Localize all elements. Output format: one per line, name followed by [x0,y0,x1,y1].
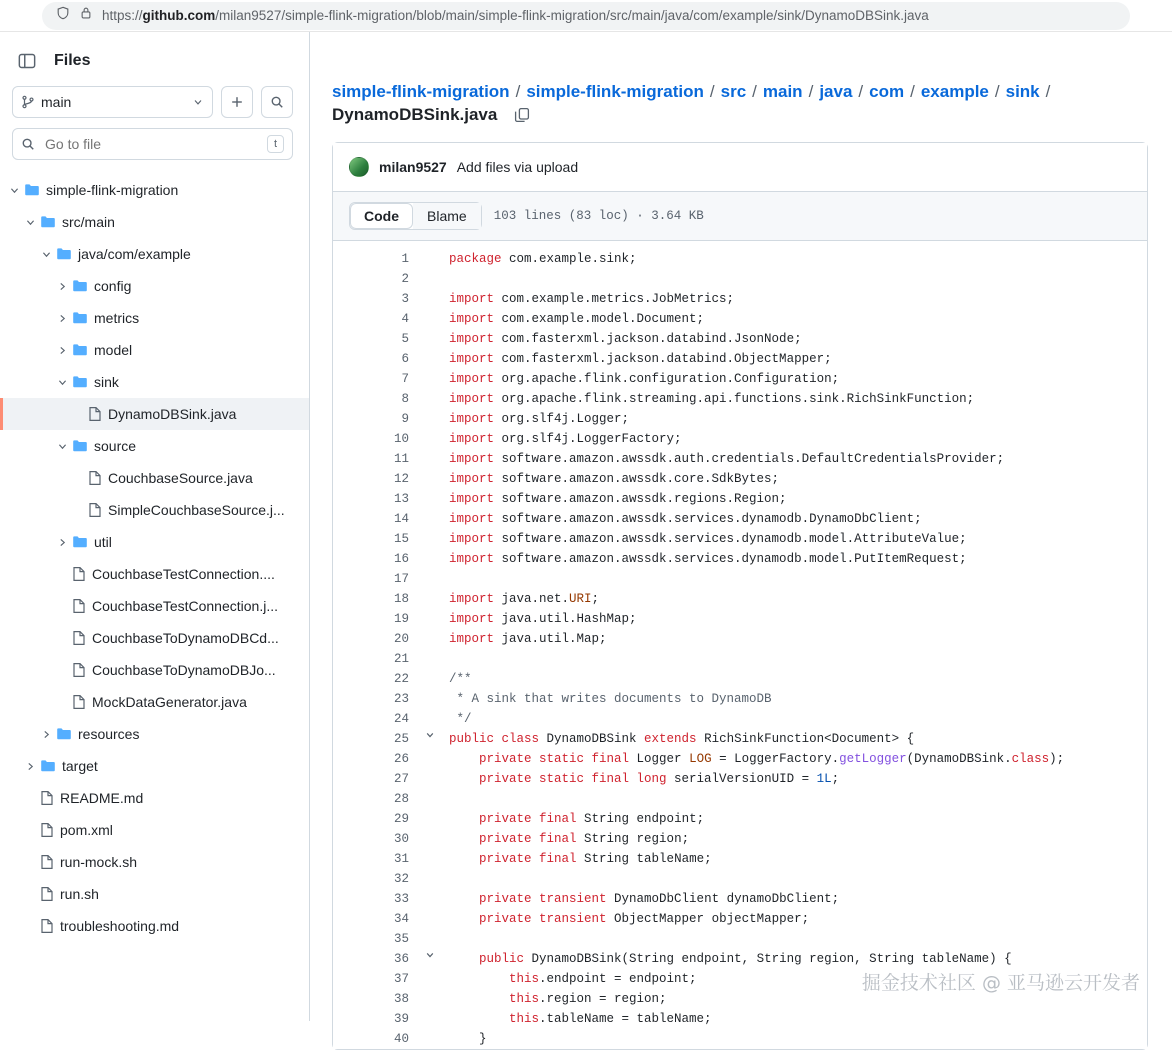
line-number[interactable]: 38 [393,992,409,1006]
code-line: import software.amazon.awssdk.auth.credentials.DefaultCredentialsProvider; [449,452,1005,466]
line-number[interactable]: 13 [393,492,409,506]
tree-item-label: SimpleCouchbaseSource.j... [108,502,285,518]
tree-item-couchbasesource-java[interactable] [0,462,309,494]
search-files-button[interactable] [261,86,293,118]
folder-icon [72,374,88,390]
tree-item-simplecouchbasesource-j[interactable] [0,494,309,526]
browser-toolbar [0,0,1172,32]
line-number[interactable]: 7 [401,372,409,386]
line-number[interactable]: 28 [393,792,409,806]
tree-item-mockdatagenerator-java[interactable] [0,686,309,718]
line-number[interactable]: 29 [393,812,409,826]
breadcrumb-separator: / [808,82,814,101]
tree-item-label: CouchbaseTestConnection.j... [92,598,278,614]
code-line: import org.apache.flink.streaming.api.functions.sink.RichSinkFunction; [449,392,975,406]
breadcrumb-current-file: DynamoDBSink.java [332,105,498,124]
address-bar[interactable] [42,2,1130,30]
code-line [449,789,1147,809]
code-line [449,269,1147,289]
tree-item-label: pom.xml [60,822,113,838]
code-line: } [449,1032,487,1046]
file-icon [72,598,86,614]
line-number[interactable]: 36 [333,949,419,969]
folder-icon [40,758,56,774]
code-line: private static final long serialVersionUID = 1L; [479,772,840,786]
code-line: import software.amazon.awssdk.services.dynamodb.model.PutItemRequest; [449,552,967,566]
line-number[interactable]: 31 [393,852,409,866]
tree-indent-spacer [70,406,86,422]
code-line: import com.fasterxml.jackson.databind.JsonNode; [449,332,802,346]
go-to-file-row [0,118,309,168]
line-number[interactable]: 39 [393,1012,409,1026]
tree-item-src-main[interactable] [0,206,309,238]
file-card [332,142,1148,1050]
tree-item-model[interactable] [0,334,309,366]
tree-item-util[interactable] [0,526,309,558]
breadcrumb [310,32,1172,142]
files-title: Files [54,52,91,69]
code-line: package com.example.sink; [449,252,637,266]
breadcrumb-separator: / [910,82,915,101]
chevron-down-icon [54,374,70,390]
tree-item-label: target [62,758,98,774]
chevron-right-icon [54,534,70,550]
line-number[interactable]: 26 [393,752,409,766]
tree-item-resources[interactable] [0,718,309,750]
file-tree-sidebar [0,32,310,1021]
branch-row [0,86,309,118]
branch-selector[interactable] [12,86,213,118]
tree-item-pom-xml[interactable] [0,814,309,846]
line-number[interactable]: 32 [393,872,409,886]
code-line: import software.amazon.awssdk.services.dynamodb.model.AttributeValue; [449,532,967,546]
code-line: private transient ObjectMapper objectMapper; [479,912,810,926]
line-number[interactable]: 10 [393,432,409,446]
chevron-down-icon [192,96,204,108]
tree-item-source[interactable] [0,430,309,462]
breadcrumb-link-1[interactable]: simple-flink-migration [526,82,704,101]
folder-icon [40,214,56,230]
file-icon [72,662,86,678]
add-file-button[interactable] [221,86,253,118]
breadcrumb-separator: / [1045,82,1051,101]
branch-name: main [41,94,72,110]
code-line: private final String endpoint; [479,812,705,826]
code-line: import org.slf4j.Logger; [449,412,630,426]
line-number[interactable]: 35 [393,932,409,946]
line-number[interactable]: 27 [393,772,409,786]
code-line: this.endpoint = endpoint; [509,972,697,986]
tree-indent-spacer [22,790,38,806]
url-text: https://github.com/milan9527/simple-flink-migration/blob/main/simple-flink-migration/src/main/java/com/example/sink/DynamoDBSink.java [102,8,929,23]
line-number[interactable]: 14 [393,512,409,526]
code-line: import com.example.metrics.JobMetrics; [449,292,735,306]
line-number[interactable]: 2 [401,272,409,286]
tree-indent-spacer [54,662,70,678]
code-line: private static final Logger LOG = LoggerFactory.getLogger(DynamoDBSink.class); [479,752,1065,766]
chevron-down-icon [6,182,22,198]
breadcrumb-separator: / [994,82,1000,101]
file-meta: 103 lines (83 loc) · 3.64 KB [493,209,704,223]
chevron-down-icon [54,438,70,454]
chevron-down-icon [22,214,38,230]
folder-icon [72,342,88,358]
file-tree [0,168,309,942]
code-line: public DynamoDBSink(String endpoint, String region, String tableName) { [479,952,1012,966]
go-to-file-box[interactable] [12,128,293,160]
tree-item-sink[interactable] [0,366,309,398]
tree-item-target[interactable] [0,750,309,782]
chevron-right-icon [38,726,54,742]
file-icon [88,470,102,486]
line-number[interactable]: 25 [333,729,419,749]
tree-item-label: src/main [62,214,115,230]
code-line: import java.util.HashMap; [449,612,637,626]
tree-item-label: run-mock.sh [60,854,138,870]
line-number[interactable]: 16 [393,552,409,566]
tree-indent-spacer [22,822,38,838]
code-line: import software.amazon.awssdk.regions.Region; [449,492,787,506]
folder-icon [72,438,88,454]
code-lines[interactable] [419,241,1147,1049]
files-header [0,32,309,86]
tree-item-couchbasetestconnection[interactable] [0,558,309,590]
line-number[interactable]: 3 [401,292,409,306]
tree-indent-spacer [54,694,70,710]
breadcrumb-link-2[interactable]: src [720,82,747,101]
code-line: import java.util.Map; [449,632,607,646]
tree-item-label: MockDataGenerator.java [92,694,247,710]
chevron-right-icon [54,310,70,326]
tree-item-readme-md[interactable] [0,782,309,814]
code-line: import com.example.model.Document; [449,312,705,326]
tree-indent-spacer [54,598,70,614]
line-number[interactable]: 5 [401,332,409,346]
code-line: import java.net.URI; [449,592,600,606]
go-to-file-shortcut: t [267,135,284,153]
line-number[interactable]: 21 [393,652,409,666]
breadcrumb-link-3[interactable]: main [762,82,803,101]
code-line: import software.amazon.awssdk.services.dynamodb.DynamoDbClient; [449,512,922,526]
avatar [349,157,369,177]
folder-icon [72,310,88,326]
file-icon [88,406,102,422]
tree-item-couchbasetodynamodbjo[interactable] [0,654,309,686]
fold-toggle-icon[interactable] [421,729,435,749]
code-line: this.tableName = tableName; [509,1012,712,1026]
search-icon [21,137,35,151]
breadcrumb-separator: / [709,82,715,101]
tree-item-label: sink [94,374,119,390]
branch-icon [21,95,35,109]
chevron-right-icon [22,758,38,774]
line-number[interactable]: 6 [401,352,409,366]
code-line: */ [449,712,472,726]
breadcrumb-link-4[interactable]: java [819,82,853,101]
tree-item-label: metrics [94,310,140,326]
tree-indent-spacer [22,918,38,934]
code-toolbar [333,192,1147,241]
tree-item-couchbasetodynamodbcd[interactable] [0,622,309,654]
file-icon [40,854,54,870]
tree-item-label: simple-flink-migration [46,182,179,198]
line-number[interactable]: 30 [393,832,409,846]
tree-item-label: source [94,438,137,454]
file-icon [40,918,54,934]
chevron-right-icon [54,342,70,358]
code-line [449,649,1147,669]
tree-item-config[interactable] [0,270,309,302]
tree-item-label: run.sh [60,886,99,902]
tree-item-run-mock-sh[interactable] [0,846,309,878]
line-number[interactable]: 11 [393,452,409,466]
line-number[interactable]: 12 [393,472,409,486]
tree-item-label: DynamoDBSink.java [108,406,237,422]
code-line: private final String region; [479,832,690,846]
breadcrumb-link-6[interactable]: example [920,82,989,101]
line-number[interactable]: 33 [393,892,409,906]
tree-item-label: util [94,534,112,550]
copy-path-icon[interactable] [509,102,535,128]
line-number[interactable]: 1 [401,252,409,266]
code-line: import org.slf4j.LoggerFactory; [449,432,682,446]
tree-indent-spacer [22,854,38,870]
line-number[interactable]: 24 [393,712,409,726]
tree-item-label: resources [78,726,140,742]
code-line: this.region = region; [509,992,667,1006]
code-line: /** [449,672,472,686]
folder-icon [24,182,40,198]
code-line: import software.amazon.awssdk.core.SdkBytes; [449,472,780,486]
line-number[interactable]: 18 [393,592,409,606]
line-number[interactable]: 17 [393,572,409,586]
tree-item-label: CouchbaseTestConnection.... [92,566,275,582]
folder-icon [72,534,88,550]
line-number[interactable]: 9 [401,412,409,426]
chevron-down-icon [38,246,54,262]
tree-item-label: CouchbaseToDynamoDBCd... [92,630,279,646]
tree-item-label: config [94,278,132,294]
code-line: import org.apache.flink.configuration.Configuration; [449,372,840,386]
code-line: public class DynamoDBSink extends RichSinkFunction<Document> { [449,732,915,746]
line-number[interactable]: 22 [393,672,409,686]
line-number[interactable]: 15 [393,532,409,546]
file-icon [40,790,54,806]
line-number[interactable]: 23 [393,692,409,706]
folder-icon [56,246,72,262]
tree-item-couchbasetestconnection-j[interactable] [0,590,309,622]
breadcrumb-separator: / [515,82,521,101]
tree-indent-spacer [22,886,38,902]
line-number-gutter [333,241,419,1049]
tree-indent-spacer [70,470,86,486]
line-number[interactable]: 19 [393,612,409,626]
commit-message[interactable]: Add files via upload [456,159,579,175]
tree-item-run-sh[interactable] [0,878,309,910]
shield-icon [56,5,70,26]
tree-indent-spacer [54,566,70,582]
tab-blame[interactable]: Blame [413,203,481,229]
latest-commit-row [333,143,1147,192]
breadcrumb-link-7[interactable]: sink [1005,82,1040,101]
code-line: import com.fasterxml.jackson.databind.ObjectMapper; [449,352,832,366]
line-number[interactable]: 40 [393,1032,409,1046]
fold-toggle-icon[interactable] [421,949,435,969]
tree-item-label: java/com/example [78,246,191,262]
line-number[interactable]: 37 [393,972,409,986]
line-number[interactable]: 20 [393,632,409,646]
breadcrumb-link-5[interactable]: com [869,82,905,101]
breadcrumb-separator: / [752,82,757,101]
code-line [449,869,1147,889]
file-icon [72,694,86,710]
lock-icon [80,6,92,25]
tree-item-dynamodbsink-java[interactable] [0,398,309,430]
tree-item-label: CouchbaseSource.java [108,470,253,486]
file-content [310,32,1172,1046]
code-line: private final String tableName; [479,852,712,866]
tab-code[interactable]: Code [350,203,413,229]
code-blame-toggle [349,202,482,230]
breadcrumb-link-0[interactable]: simple-flink-migration [332,82,510,101]
code-viewer [333,241,1147,1049]
file-icon [88,502,102,518]
line-number[interactable]: 8 [401,392,409,406]
file-icon [72,630,86,646]
tree-item-java-com-example[interactable] [0,238,309,270]
tree-item-label: CouchbaseToDynamoDBJo... [92,662,276,678]
breadcrumb-separator: / [858,82,864,101]
file-icon [72,566,86,582]
toggle-sidebar-button[interactable] [12,46,42,76]
tree-item-simple-flink-migration[interactable] [0,174,309,206]
watermark: 掘金技术社区 @ 亚马逊云开发者 [861,972,1140,994]
line-number[interactable]: 34 [393,912,409,926]
tree-item-troubleshooting-md[interactable] [0,910,309,942]
code-line [449,569,1147,589]
tree-indent-spacer [54,630,70,646]
page-body [0,32,1172,1046]
folder-icon [56,726,72,742]
code-line: private transient DynamoDbClient dynamoDbClient; [479,892,840,906]
code-line [449,929,1147,949]
tree-item-label: README.md [60,790,144,806]
file-icon [40,822,54,838]
tree-indent-spacer [70,502,86,518]
tree-item-metrics[interactable] [0,302,309,334]
tree-item-label: model [94,342,133,358]
chevron-right-icon [54,278,70,294]
code-line: * A sink that writes documents to DynamoDB [449,692,772,706]
commit-author[interactable]: milan9527 [379,159,447,175]
tree-item-label: troubleshooting.md [60,918,180,934]
line-number[interactable]: 4 [401,312,409,326]
file-icon [40,886,54,902]
go-to-file-input[interactable] [43,135,259,153]
folder-icon [72,278,88,294]
